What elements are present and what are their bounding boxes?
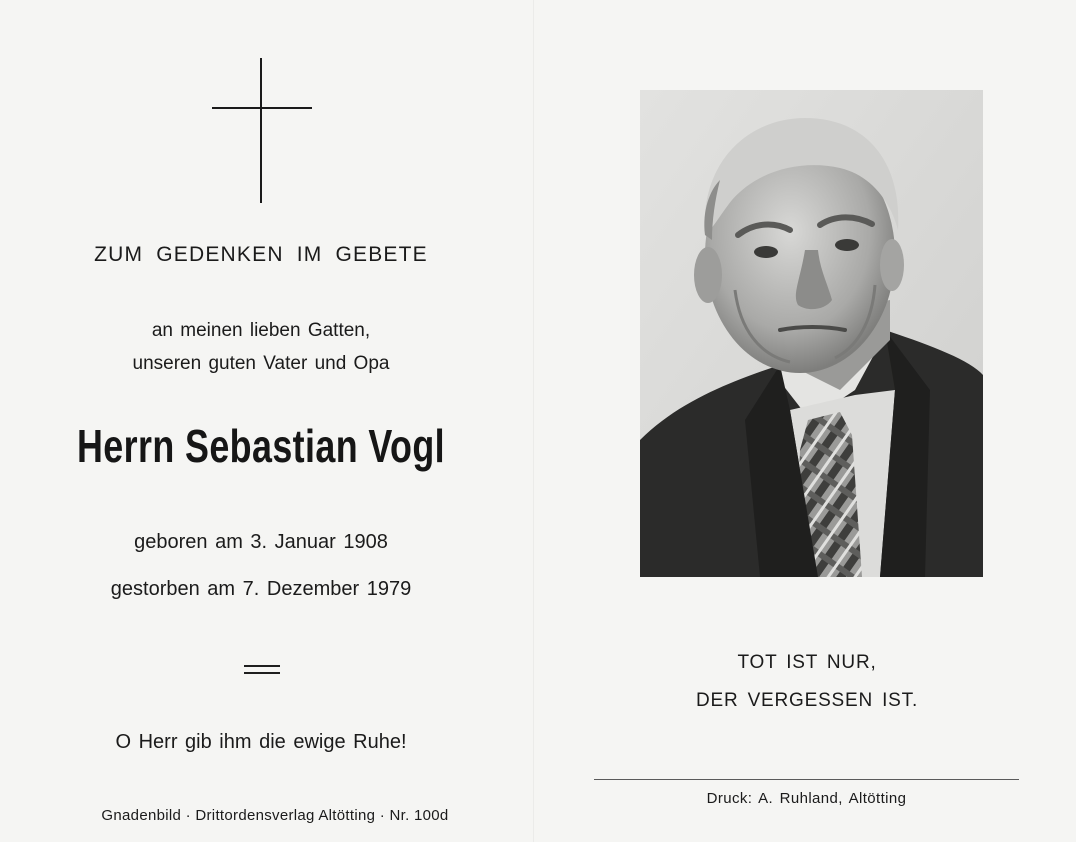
memorial-heading: ZUM GEDENKEN IM GEBETE — [94, 243, 428, 266]
portrait-photo — [640, 90, 983, 577]
motto-line-2: DER VERGESSEN IST. — [695, 690, 919, 711]
dedication-line-2: unseren guten Vater und Opa — [132, 353, 390, 374]
birth-date: geboren am 3. Januar 1908 — [134, 531, 388, 553]
motto-line-1: TOT IST NUR, — [737, 652, 877, 673]
dedication-line-1: an meinen lieben Gatten, — [151, 320, 371, 341]
printer-imprint: Druck: A. Ruhland, Altötting — [706, 790, 907, 807]
prayer-text: O Herr gib ihm die ewige Ruhe! — [115, 731, 407, 753]
deceased-name: Herrn Sebastian Vogl — [76, 420, 446, 472]
publisher-imprint: Gnadenbild · Drittordensverlag Altötting · Nr. 100d — [101, 807, 449, 824]
fold-line — [533, 0, 534, 842]
death-date: gestorben am 7. Dezember 1979 — [110, 578, 412, 600]
double-line-divider — [244, 665, 280, 674]
memorial-motto — [600, 644, 1014, 720]
cross-icon — [212, 58, 312, 203]
horizontal-rule — [594, 779, 1019, 780]
dedication-text — [0, 314, 522, 380]
